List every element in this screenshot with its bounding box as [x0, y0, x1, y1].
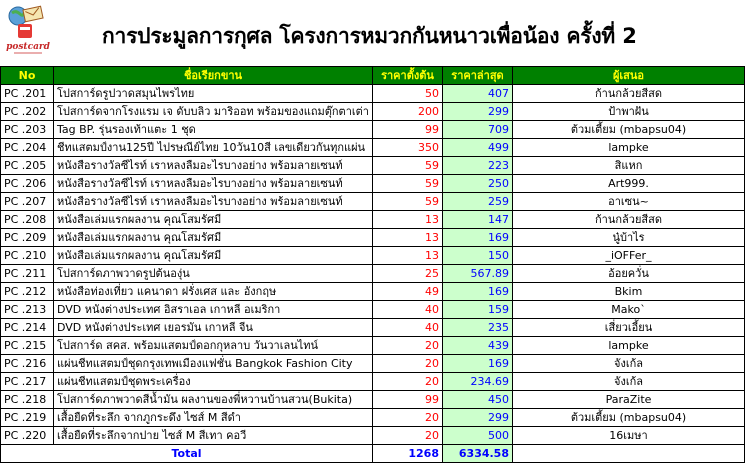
item-name: หนังสือเล่มแรกผลงาน คุณโสมรัศมี: [54, 229, 373, 247]
item-number: PC .211: [1, 265, 54, 283]
table-row: [1, 139, 745, 157]
last-price: 169: [443, 283, 513, 301]
item-number: PC .217: [1, 373, 54, 391]
table-row: [1, 121, 745, 139]
table-row: [1, 409, 745, 427]
table-row: [1, 211, 745, 229]
header-start-price: ราคาตั้งต้น: [373, 67, 443, 85]
last-price: 500: [443, 427, 513, 445]
table-row: [1, 391, 745, 409]
item-name: หนังสือท่องเที่ยว แคนาดา ฝรั่งเศส และ อังกฤษ: [54, 283, 373, 301]
item-name: หนังสือรางวัลซีไรท์ เราหลงลืมอะไรบางอย่าง พร้อมลายเซนท์: [54, 157, 373, 175]
total-row: [1, 445, 745, 463]
bidder-name: 16เมษา: [513, 427, 745, 445]
table-row: [1, 103, 745, 121]
bidder-name: Bkim: [513, 283, 745, 301]
item-name: ชีทแสตมป์งาน125ปี ไปรษณีย์ไทย 10วัน10สี เลขเดียวกันทุกแผ่น: [54, 139, 373, 157]
last-price: 450: [443, 391, 513, 409]
item-name: Tag BP. รุ่นรองเท้าแตะ 1 ชุด: [54, 121, 373, 139]
table-row: [1, 283, 745, 301]
item-name: แผ่นชีทแสตมป์ชุดพระเครื่อง: [54, 373, 373, 391]
item-name: DVD หนังต่างประเทศ อิสราเอล เกาหลี อเมริกา: [54, 301, 373, 319]
item-number: PC .216: [1, 355, 54, 373]
table-row: [1, 229, 745, 247]
bidder-name: สิแหก: [513, 157, 745, 175]
start-price: 40: [373, 301, 443, 319]
total-start-price: 1268: [373, 445, 443, 463]
item-number: PC .220: [1, 427, 54, 445]
bidder-name: Mako`: [513, 301, 745, 319]
start-price: 50: [373, 85, 443, 103]
bidder-name: นู๋บ้าไร: [513, 229, 745, 247]
header-name: ชื่อเรียกขาน: [54, 67, 373, 85]
item-number: PC .204: [1, 139, 54, 157]
item-number: PC .210: [1, 247, 54, 265]
bidder-name: ก้านกล้วยสีสด: [513, 211, 745, 229]
item-name: โปสการ์ด สคส. พร้อมแสตมป์ดอกกุหลาบ วันวาเลนไทน์: [54, 337, 373, 355]
bidder-name: _iOFFer_: [513, 247, 745, 265]
item-number: PC .218: [1, 391, 54, 409]
start-price: 59: [373, 157, 443, 175]
last-price: 567.89: [443, 265, 513, 283]
total-last-price: 6334.58: [443, 445, 513, 463]
item-number: PC .203: [1, 121, 54, 139]
item-name: หนังสือรางวัลซีไรท์ เราหลงลืมอะไรบางอย่าง พร้อมลายเซนท์: [54, 175, 373, 193]
item-number: PC .206: [1, 175, 54, 193]
item-name: โปสการ์ดรูปวาดสมุนไพรไทย: [54, 85, 373, 103]
start-price: 59: [373, 175, 443, 193]
page-title: การประมูลการกุศล โครงการหมวกกันหนาวเพื่อน้อง ครั้งที่ 2: [102, 24, 637, 48]
item-name: หนังสือรางวัลซีไรท์ เราหลงลืมอะไรบางอย่าง พร้อมลายเซนท์: [54, 193, 373, 211]
start-price: 99: [373, 121, 443, 139]
last-price: 150: [443, 247, 513, 265]
start-price: 99: [373, 391, 443, 409]
last-price: 407: [443, 85, 513, 103]
last-price: 169: [443, 355, 513, 373]
table-row: [1, 265, 745, 283]
item-number: PC .213: [1, 301, 54, 319]
header-last-price: ราคาล่าสุด: [443, 67, 513, 85]
table-row: [1, 175, 745, 193]
bidder-name: ก้านกล้วยสีสด: [513, 85, 745, 103]
start-price: 20: [373, 373, 443, 391]
item-name: เสื้อยืดที่ระลึก จากภูกระดึง ไซส์ M สีดำ: [54, 409, 373, 427]
start-price: 25: [373, 265, 443, 283]
bidder-name: จังเก้ล: [513, 355, 745, 373]
table-row: [1, 337, 745, 355]
item-number: PC .215: [1, 337, 54, 355]
last-price: 234.69: [443, 373, 513, 391]
item-number: PC .207: [1, 193, 54, 211]
last-price: 259: [443, 193, 513, 211]
header-bidder: ผู้เสนอ: [513, 67, 745, 85]
table-row: [1, 373, 745, 391]
bidder-name: lampke: [513, 337, 745, 355]
total-bidder-empty: [513, 445, 745, 463]
last-price: 147: [443, 211, 513, 229]
start-price: 20: [373, 409, 443, 427]
bidder-name: ต้วมเตี้ยม (mbapsu04): [513, 121, 745, 139]
total-label: Total: [1, 445, 373, 463]
header-no: No: [1, 67, 54, 85]
item-number: PC .201: [1, 85, 54, 103]
item-number: PC .219: [1, 409, 54, 427]
bidder-name: Art999.: [513, 175, 745, 193]
item-number: PC .209: [1, 229, 54, 247]
bidder-name: ป้าพาฝัน: [513, 103, 745, 121]
start-price: 350: [373, 139, 443, 157]
start-price: 49: [373, 283, 443, 301]
item-name: โปสการ์ดภาพวาดสีน้ำมัน ผลงานของพี่หวานบ้านสวน(Bukita): [54, 391, 373, 409]
header-row: [1, 67, 745, 85]
start-price: 40: [373, 319, 443, 337]
last-price: 709: [443, 121, 513, 139]
item-name: เสื้อยืดที่ระลึกจากปาย ไซส์ M สีเทา คอวี: [54, 427, 373, 445]
start-price: 20: [373, 427, 443, 445]
item-name: แผ่นชีทแสตมป์ชุดกรุงเทพเมืองแฟชั่น Bangkok Fashion City: [54, 355, 373, 373]
item-number: PC .202: [1, 103, 54, 121]
last-price: 223: [443, 157, 513, 175]
item-number: PC .205: [1, 157, 54, 175]
table-row: [1, 355, 745, 373]
item-number: PC .214: [1, 319, 54, 337]
item-number: PC .212: [1, 283, 54, 301]
item-name: หนังสือเล่มแรกผลงาน คุณโสมรัศมี: [54, 247, 373, 265]
start-price: 13: [373, 211, 443, 229]
start-price: 13: [373, 229, 443, 247]
item-name: โปสการ์ดจากโรงแรม เจ ดับบลิว มาริออท พร้อมของแถมตุ๊กตาเต่า: [54, 103, 373, 121]
item-number: PC .208: [1, 211, 54, 229]
last-price: 299: [443, 409, 513, 427]
last-price: 250: [443, 175, 513, 193]
bidder-name: ต้วมเตี้ยม (mbapsu04): [513, 409, 745, 427]
start-price: 13: [373, 247, 443, 265]
table-row: [1, 157, 745, 175]
last-price: 235: [443, 319, 513, 337]
last-price: 169: [443, 229, 513, 247]
start-price: 20: [373, 337, 443, 355]
table-row: [1, 319, 745, 337]
start-price: 59: [373, 193, 443, 211]
table-row: [1, 247, 745, 265]
item-name: DVD หนังต่างประเทศ เยอรมัน เกาหลี จีน: [54, 319, 373, 337]
last-price: 499: [443, 139, 513, 157]
auction-table: [0, 66, 745, 463]
bidder-name: lampke: [513, 139, 745, 157]
bidder-name: อ้อยควั่น: [513, 265, 745, 283]
start-price: 200: [373, 103, 443, 121]
table-row: [1, 193, 745, 211]
start-price: 20: [373, 355, 443, 373]
bidder-name: ParaZite: [513, 391, 745, 409]
table-row: [1, 301, 745, 319]
bidder-name: จังเก้ล: [513, 373, 745, 391]
postcard-logo: [4, 2, 52, 58]
last-price: 159: [443, 301, 513, 319]
logo-text: postcard: [6, 42, 50, 52]
item-name: โปสการ์ดภาพวาดรูปต้นองุ่น: [54, 265, 373, 283]
last-price: 299: [443, 103, 513, 121]
bidder-name: อาเซน~: [513, 193, 745, 211]
bidder-name: เสี่ยวเอี้ยน: [513, 319, 745, 337]
last-price: 439: [443, 337, 513, 355]
table-row: [1, 85, 745, 103]
item-name: หนังสือเล่มแรกผลงาน คุณโสมรัศมี: [54, 211, 373, 229]
